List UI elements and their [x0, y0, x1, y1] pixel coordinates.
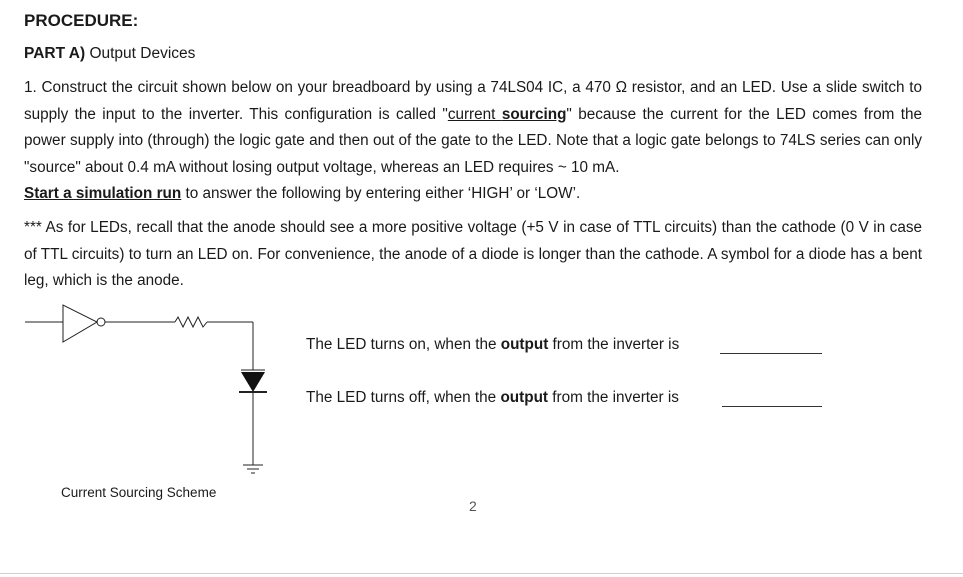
instruction-text-3: to answer the following by entering either ‘HIGH’ or ‘LOW’. — [181, 185, 581, 202]
start-simulation-link[interactable]: Start a simulation run — [24, 185, 182, 202]
led-note-paragraph: *** As for LEDs, recall that the anode should see a more positive voltage (+5 V in case of TTL circuits) than the cathode (0 V in case of TTL circuits) to turn an LED on. For convenience, the anode of a diode is longer than the cathode. A symbol for a diode has a bent leg, which is the anode. — [24, 219, 922, 289]
instruction-paragraph — [24, 75, 922, 208]
led-diode-symbol — [241, 372, 265, 392]
inverter-bubble — [97, 318, 105, 326]
page-number: 2 — [469, 498, 477, 514]
part-heading — [24, 45, 195, 63]
answer-blank-led-on[interactable] — [720, 353, 822, 354]
instruction-text-2: " because the current for the LED comes from the power supply into (through) the logic gate and then out of the gate to the LED. Note that a logic gate belongs to 74LS series can only "source" about 0.4 mA without losing output voltage, whereas an LED requires ~ 10 mA. — [24, 105, 922, 176]
question-led-off: The LED turns off, when the output from the inverter is — [306, 389, 679, 406]
figure-caption: Current Sourcing Scheme — [61, 485, 217, 500]
resistor-symbol — [175, 317, 207, 327]
current-sourcing-circuit-diagram — [25, 300, 285, 480]
inverter-gate-symbol — [63, 305, 97, 342]
answer-blank-led-off[interactable] — [722, 406, 822, 407]
part-title: Output Devices — [89, 45, 196, 62]
current-sourcing-term: current sourcing — [447, 105, 567, 123]
part-label: PART A) — [24, 45, 86, 62]
instruction-text-1: 1. Construct the circuit shown below on your breadboard by using a 74LS04 IC, a 470 Ω resistor, and an LED. Use a slide switch to supply the input to the inverter. This configuration is called " — [24, 79, 922, 123]
question-led-on: The LED turns on, when the output from the inverter is — [306, 336, 680, 353]
page-bottom-divider — [0, 573, 963, 574]
procedure-heading: PROCEDURE: — [24, 11, 139, 30]
